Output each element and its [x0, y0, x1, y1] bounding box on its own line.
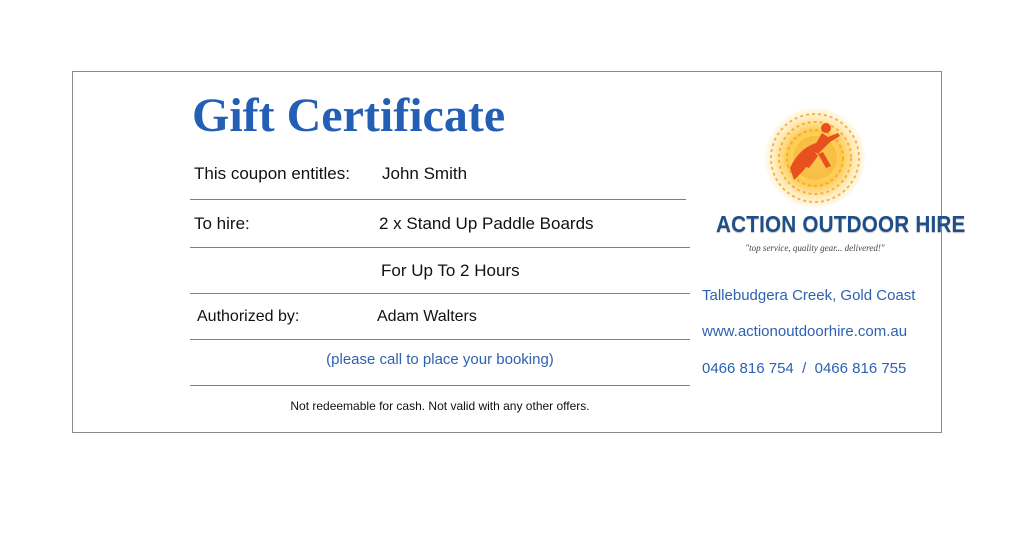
business-name: ACTION OUTDOOR HIRE [716, 211, 966, 237]
divider-line [190, 199, 686, 200]
authorized-by-name: Adam Walters [377, 308, 477, 325]
booking-note: (please call to place your booking) [326, 351, 554, 368]
recipient-name: John Smith [382, 164, 468, 183]
business-tagline: "top service, quality gear... delivered!" [745, 243, 885, 253]
certificate-title: Gift Certificate [192, 89, 506, 142]
disclaimer-text: Not redeemable for cash. Not valid with any other offers. [290, 399, 590, 413]
business-phones: 0466 816 754 / 0466 816 755 [702, 360, 907, 377]
hire-duration: For Up To 2 Hours [381, 261, 520, 280]
entitles-label: This coupon entitles: [194, 164, 350, 183]
authorized-label: Authorized by: [197, 308, 300, 325]
business-location: Tallebudgera Creek, Gold Coast [702, 287, 916, 304]
hire-label: To hire: [194, 214, 250, 233]
divider-line [190, 293, 690, 294]
surfer-sun-logo-icon [760, 106, 870, 210]
divider-line [190, 247, 690, 248]
divider-line [190, 385, 690, 386]
hire-item: 2 x Stand Up Paddle Boards [379, 214, 594, 233]
divider-line [190, 339, 690, 340]
business-website: www.actionoutdoorhire.com.au [702, 323, 908, 340]
